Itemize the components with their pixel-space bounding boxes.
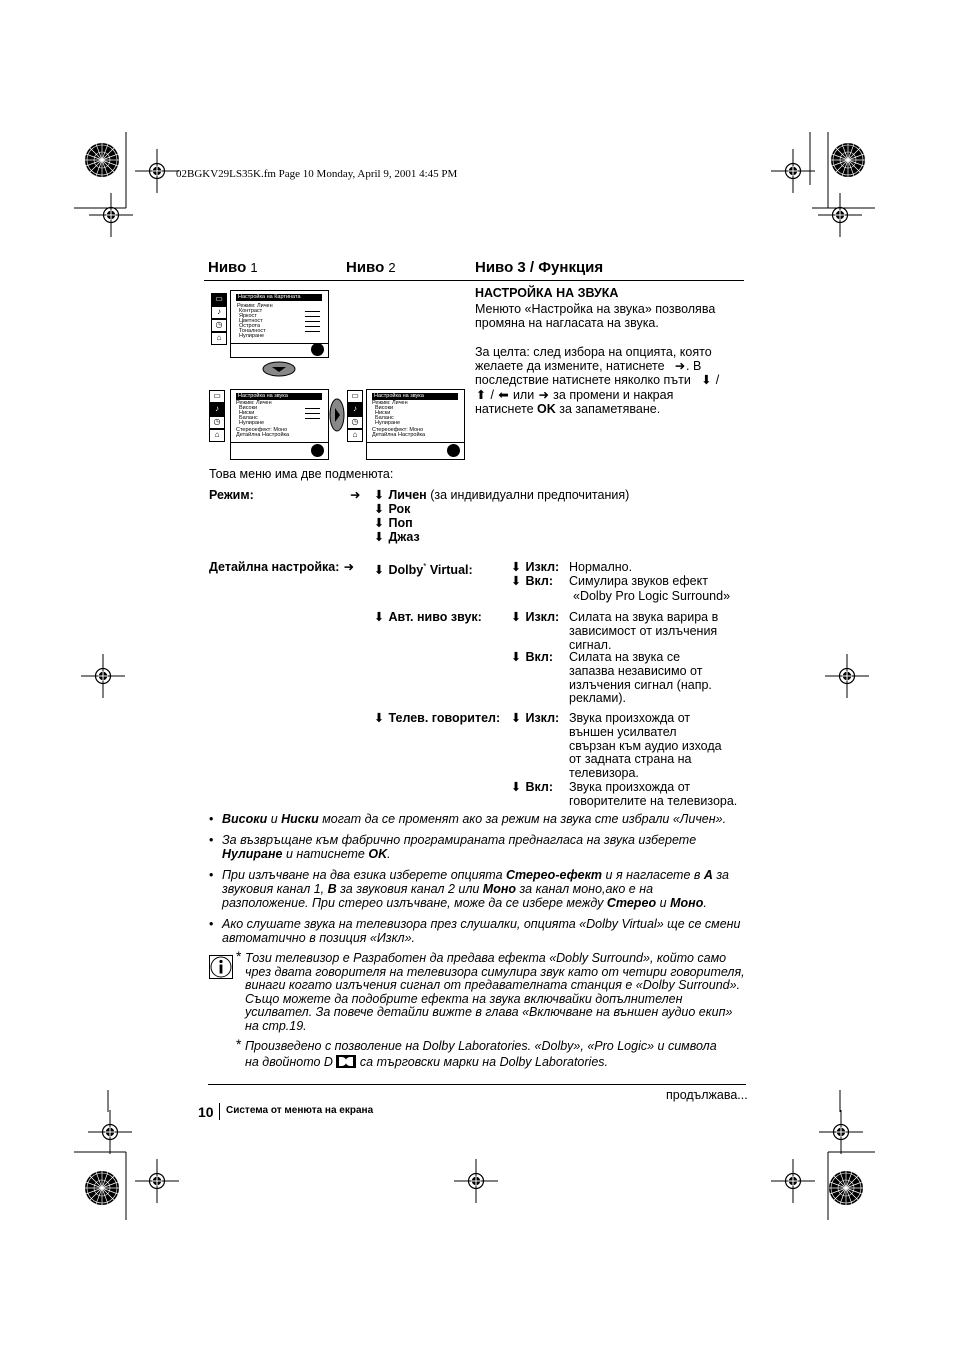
note-text: и я нагласете в bbox=[602, 868, 704, 882]
info-line-4: Също можете да подобрите ефекта на звука включвайки допълнителен bbox=[245, 992, 683, 1006]
heading-rule bbox=[204, 280, 744, 281]
down-arrow-icon: ⬇ bbox=[510, 780, 522, 794]
note-text: могат да се променят ако за режим на звука сте избрали «Личен». bbox=[318, 812, 727, 826]
down-arrow-icon: ⬇ bbox=[510, 711, 522, 725]
sound-menu-item: Ниски bbox=[375, 410, 391, 416]
slider bbox=[305, 408, 320, 409]
menu-divider bbox=[231, 442, 328, 443]
slider bbox=[305, 316, 320, 317]
dolby-on: ⬇ Вкл: bbox=[510, 574, 554, 588]
note-3-line-1 bbox=[222, 869, 729, 883]
avl-on-desc-2: запазва независимо от bbox=[569, 664, 703, 678]
right-arrow-icon: ➜ bbox=[343, 560, 355, 574]
on-label: Вкл bbox=[525, 780, 549, 794]
note-text: разположение. При стерео излъчване, може да се избере между bbox=[222, 896, 607, 910]
note-text: При излъчване на два езика изберете опцията bbox=[222, 868, 507, 882]
down-arrow-icon: ⬇ bbox=[373, 711, 385, 725]
note-strong: Нулиране bbox=[222, 847, 283, 861]
speaker-on-desc-1: Звука произхожда от bbox=[569, 780, 691, 794]
note-text: звуковия канал 1, bbox=[222, 882, 328, 896]
note-4-line-2: автоматично в позиция «Изкл». bbox=[222, 931, 415, 945]
dolby-off-desc: Нормално. bbox=[569, 560, 633, 574]
avl-on-desc-4: реклами). bbox=[569, 691, 626, 705]
mode-option-note: (за индивидуални предпочитания) bbox=[430, 488, 630, 502]
level1-label: Ниво bbox=[208, 259, 247, 276]
menu-divider bbox=[367, 442, 464, 443]
note-bullet: • bbox=[209, 833, 214, 847]
note-text: и bbox=[267, 812, 282, 826]
sound-menu-item: Баланс bbox=[375, 415, 394, 421]
sound-menu-item: Нулиране bbox=[375, 420, 401, 426]
note-bullet: • bbox=[209, 812, 214, 826]
sound-menu-item: Високи bbox=[375, 405, 394, 411]
howto-line-4 bbox=[475, 388, 673, 403]
howto-text: / bbox=[490, 388, 494, 402]
speaker-off: ⬇ Изкл: bbox=[510, 711, 560, 725]
page-number: 10 bbox=[198, 1104, 214, 1120]
speaker-on-desc-2: говорителите на телевизора. bbox=[569, 794, 738, 808]
sound-menu-item: Детайлна Настройка bbox=[236, 432, 290, 438]
off-label: Изкл bbox=[525, 560, 556, 574]
slider bbox=[305, 321, 320, 322]
note-text: за bbox=[712, 868, 730, 882]
sound-menu-item: Детайлна Настройка bbox=[372, 432, 426, 438]
note-strong: A bbox=[703, 868, 713, 882]
trademark-line-2 bbox=[245, 1055, 608, 1070]
howto-text: за запаметяване. bbox=[559, 402, 661, 416]
ok-icon bbox=[311, 444, 324, 457]
howto-text: за промени и накрая bbox=[553, 388, 674, 402]
note-2-line-2 bbox=[222, 848, 391, 862]
speaker-off-desc-4: от задната страна на bbox=[569, 752, 692, 766]
sound-tab-icon: ♪ bbox=[209, 403, 225, 416]
section-title: НАСТРОЙКА НА ЗВУКА bbox=[475, 286, 619, 300]
info-asterisk: * bbox=[236, 948, 242, 964]
off-label: Изкл bbox=[525, 610, 556, 624]
info-line-6: на стр.19. bbox=[245, 1019, 307, 1033]
note-strong: Стерео bbox=[606, 896, 657, 910]
note-strong: Ниски bbox=[281, 812, 319, 826]
info-line-1: Този телевизор е Разработен да предава ефекта «Dobly Surround», който само bbox=[245, 951, 727, 965]
avl-name: Авт. ниво звук bbox=[388, 610, 478, 624]
note-1 bbox=[222, 813, 726, 827]
slider bbox=[305, 331, 320, 332]
level1-number: 1 bbox=[250, 260, 258, 275]
note-strong: Високи bbox=[222, 812, 268, 826]
slider bbox=[305, 311, 320, 312]
dolby-on-desc-1: Симулира звуков ефект bbox=[569, 574, 708, 588]
down-arrow-icon: ⬇ bbox=[373, 530, 385, 544]
note-strong: Моно bbox=[670, 896, 704, 910]
slider bbox=[305, 413, 320, 414]
howto-line-1: За целта: след избора на опцията, която bbox=[475, 345, 712, 359]
mode-option-rock bbox=[373, 502, 410, 517]
picture-menu-item: Режим: Личен bbox=[237, 303, 273, 309]
avl-off: ⬇ Изкл: bbox=[510, 610, 560, 624]
picture-menu-item: Яркост bbox=[239, 313, 257, 319]
note-text: за канал моно,ако е на bbox=[516, 882, 654, 896]
down-arrow-icon: ⬇ bbox=[510, 560, 522, 574]
double-d-logo-icon bbox=[336, 1055, 356, 1068]
trademark-asterisk: * bbox=[236, 1036, 242, 1052]
sound-tab-icon: ♪ bbox=[211, 306, 227, 319]
right-arrow-icon: ➜ bbox=[538, 388, 549, 402]
picture-menu-item: Острота bbox=[239, 323, 261, 329]
sound-menu-item: Стереоефект: Моно bbox=[236, 427, 288, 433]
sound-menu-title: Настройка на звука bbox=[236, 393, 322, 400]
avl-off-desc-3: сигнал. bbox=[569, 638, 612, 652]
note-4-line-1: Ако слушате звука на телевизора през слушалки, опцията «Dolby Virtual» ще се смени bbox=[222, 917, 741, 931]
on-label: Вкл bbox=[525, 574, 549, 588]
timer-tab-icon: ◷ bbox=[347, 416, 363, 429]
left-arrow-icon: ⬅ bbox=[498, 388, 509, 402]
note-text: и натиснете bbox=[282, 847, 369, 861]
on-label: Вкл bbox=[525, 650, 549, 664]
speaker-off-desc-2: външен усилвател bbox=[569, 725, 677, 739]
ok-label: OK bbox=[537, 402, 556, 416]
down-arrow-icon: ⬇ bbox=[373, 563, 385, 578]
info-line-3: винаги когато излъчения сигнал от предавателната станция е «Dolby Surround». bbox=[245, 978, 741, 992]
sound-menu-screen-level2 bbox=[366, 389, 465, 460]
detail-label bbox=[209, 560, 355, 575]
level3-heading: Ниво 3 / Функция bbox=[475, 259, 604, 276]
dolby-rest: Virtual: bbox=[426, 563, 473, 578]
trademark-text: са търговски марки на Dolby Laboratories. bbox=[359, 1055, 608, 1069]
mode-option-name: Рок bbox=[388, 502, 411, 516]
picture-menu-screen bbox=[230, 290, 329, 358]
avl-option: ⬇ Авт. ниво звук: bbox=[373, 610, 482, 624]
note-strong: B bbox=[327, 882, 337, 896]
off-label: Изкл bbox=[525, 711, 556, 725]
info-icon bbox=[209, 955, 233, 979]
footer-rule bbox=[208, 1084, 746, 1085]
mode-option-pop bbox=[373, 516, 413, 531]
howto-line-3 bbox=[475, 373, 719, 388]
down-arrow-icon: ⬇ bbox=[701, 373, 712, 387]
note-bullet: • bbox=[209, 868, 214, 882]
detail-label-text: Детайлна настройка: bbox=[209, 560, 340, 574]
howto-text: желаете да измените, натиснете bbox=[475, 359, 665, 373]
note-3-line-2 bbox=[222, 883, 653, 897]
note-strong: OK bbox=[368, 847, 388, 861]
avl-on-desc-1: Силата на звука се bbox=[569, 650, 681, 664]
mode-label: Режим: bbox=[209, 488, 254, 502]
howto-text: или bbox=[512, 388, 535, 402]
level1-heading bbox=[208, 259, 258, 276]
picture-menu-item: Контраст bbox=[239, 308, 263, 314]
sound-menu-item: Ниски bbox=[239, 410, 255, 416]
avl-on: ⬇ Вкл: bbox=[510, 650, 554, 664]
mode-option-jazz bbox=[373, 530, 420, 545]
picture-menu-item: Тоналност bbox=[239, 328, 266, 334]
ok-icon bbox=[311, 343, 324, 356]
down-arrow-icon: ⬇ bbox=[510, 574, 522, 588]
speaker-off-desc-1: Звука произхожда от bbox=[569, 711, 691, 725]
trademark-line-1: Произведено с позволение на Dolby Laboratories. «Dolby», «Pro Logic» и символа bbox=[245, 1039, 717, 1053]
print-header: 02BGKV29LS35K.fm Page 10 Monday, April 9, 2001 4:45 PM bbox=[176, 168, 458, 180]
sound-menu-item: Високи bbox=[239, 405, 258, 411]
sound-menu-item: Баланс bbox=[239, 415, 258, 421]
avl-off-desc-1: Силата на звука варира в bbox=[569, 610, 719, 624]
setup-tab-icon: ⌂ bbox=[347, 429, 363, 442]
note-text: . bbox=[387, 847, 391, 861]
sound-menu-item: Режим: Личен bbox=[236, 400, 272, 406]
speaker-off-desc-3: свързан към аудио изхода bbox=[569, 739, 722, 753]
speaker-option: ⬇ Телев. говорител: bbox=[373, 711, 501, 725]
picture-tab-icon: ▭ bbox=[211, 293, 227, 306]
dolby-option bbox=[373, 560, 473, 578]
dolby-on-desc-2: «Dolby Pro Logic Surround» bbox=[573, 589, 731, 603]
howto-text: / bbox=[715, 373, 720, 387]
note-text: за звуковия канал 2 или bbox=[336, 882, 483, 896]
note-text: и bbox=[656, 896, 671, 910]
section-desc-1: Менюто «Настройка на звука» позволява bbox=[475, 302, 716, 316]
sound-menu-item: Стереоефект: Моно bbox=[372, 427, 424, 433]
level2-heading bbox=[346, 259, 396, 276]
mode-option-name: Личен bbox=[388, 488, 427, 502]
submenus-intro: Това меню има две подменюта: bbox=[209, 467, 394, 481]
howto-text: натиснете bbox=[475, 402, 534, 416]
down-arrow-icon: ⬇ bbox=[373, 610, 385, 624]
sound-tab-icon: ♪ bbox=[347, 403, 363, 416]
howto-text: . В bbox=[686, 359, 702, 373]
picture-menu-title: Настройка на Картината bbox=[236, 294, 322, 301]
picture-menu-item: Нулиране bbox=[239, 333, 265, 339]
dolby-name: Dolby bbox=[388, 563, 424, 578]
setup-tab-icon: ⌂ bbox=[209, 429, 225, 442]
timer-tab-icon: ◷ bbox=[209, 416, 225, 429]
trademark-text: на двойното D bbox=[245, 1055, 333, 1069]
setup-tab-icon: ⌂ bbox=[211, 332, 227, 345]
mode-arrow-icon: ➜ bbox=[350, 488, 361, 502]
note-strong: Моно bbox=[482, 882, 517, 896]
note-2-line-1: За възвръщане към фабрично програмираната преднагласа на звука изберете bbox=[222, 833, 697, 847]
down-arrow-icon: ⬇ bbox=[510, 650, 522, 664]
right-button-icon bbox=[329, 398, 345, 432]
picture-tab-icon: ▭ bbox=[209, 390, 225, 403]
section-desc-2: промяна на нагласата на звука. bbox=[475, 316, 659, 330]
note-text: . bbox=[703, 896, 707, 910]
sound-menu-title: Настройка на звука bbox=[372, 393, 458, 400]
info-line-5: усилвател. За повече детайли вижте в глава «Включване на външен аудио екип» bbox=[245, 1005, 733, 1019]
howto-line-2 bbox=[475, 359, 701, 374]
mode-option-personal bbox=[373, 488, 629, 503]
dolby-off: ⬇ Изкл: bbox=[510, 560, 560, 574]
ok-icon bbox=[447, 444, 460, 457]
speaker-name: Телев. говорител bbox=[388, 711, 496, 725]
note-bullet: • bbox=[209, 917, 214, 931]
mode-option-name: Джаз bbox=[388, 530, 420, 544]
picture-menu-item: Цветност bbox=[239, 318, 263, 324]
down-arrow-icon: ⬇ bbox=[510, 610, 522, 624]
up-arrow-icon: ⬆ bbox=[475, 388, 487, 402]
speaker-off-desc-5: телевизора. bbox=[569, 766, 639, 780]
asterisk: * bbox=[423, 562, 427, 571]
down-arrow-icon: ⬇ bbox=[373, 502, 385, 516]
note-3-line-3 bbox=[222, 897, 707, 911]
mode-option-name: Поп bbox=[388, 516, 413, 530]
right-arrow-icon: ➜ bbox=[674, 359, 686, 373]
sound-menu-item: Режим: Личен bbox=[372, 400, 408, 406]
speaker-on: ⬇ Вкл: bbox=[510, 780, 554, 794]
note-strong: Стерео-ефект bbox=[506, 868, 603, 882]
howto-line-5 bbox=[475, 402, 660, 417]
avl-off-desc-2: зависимост от излъчения bbox=[569, 624, 718, 638]
info-line-2: чрез двата говорителя на телевизора симулира звук като от четири говорителя, bbox=[245, 965, 745, 979]
sound-menu-item: Нулиране bbox=[239, 420, 265, 426]
howto-text: последствие натиснете няколко пъти bbox=[475, 373, 691, 387]
down-arrow-icon: ⬇ bbox=[373, 488, 385, 502]
down-button-icon bbox=[262, 361, 296, 377]
avl-on-desc-3: излъчения сигнал (напр. bbox=[569, 678, 712, 692]
picture-tab-icon: ▭ bbox=[347, 390, 363, 403]
sound-menu-screen bbox=[230, 389, 329, 460]
timer-tab-icon: ◷ bbox=[211, 319, 227, 332]
slider bbox=[305, 326, 320, 327]
level2-number: 2 bbox=[388, 260, 396, 275]
slider bbox=[305, 418, 320, 419]
level2-label: Ниво bbox=[346, 259, 385, 276]
footer-divider bbox=[219, 1103, 220, 1120]
down-arrow-icon: ⬇ bbox=[373, 516, 385, 530]
continued-label: продължава... bbox=[666, 1088, 748, 1102]
chapter-title: Система от менюта на екрана bbox=[226, 1105, 374, 1116]
